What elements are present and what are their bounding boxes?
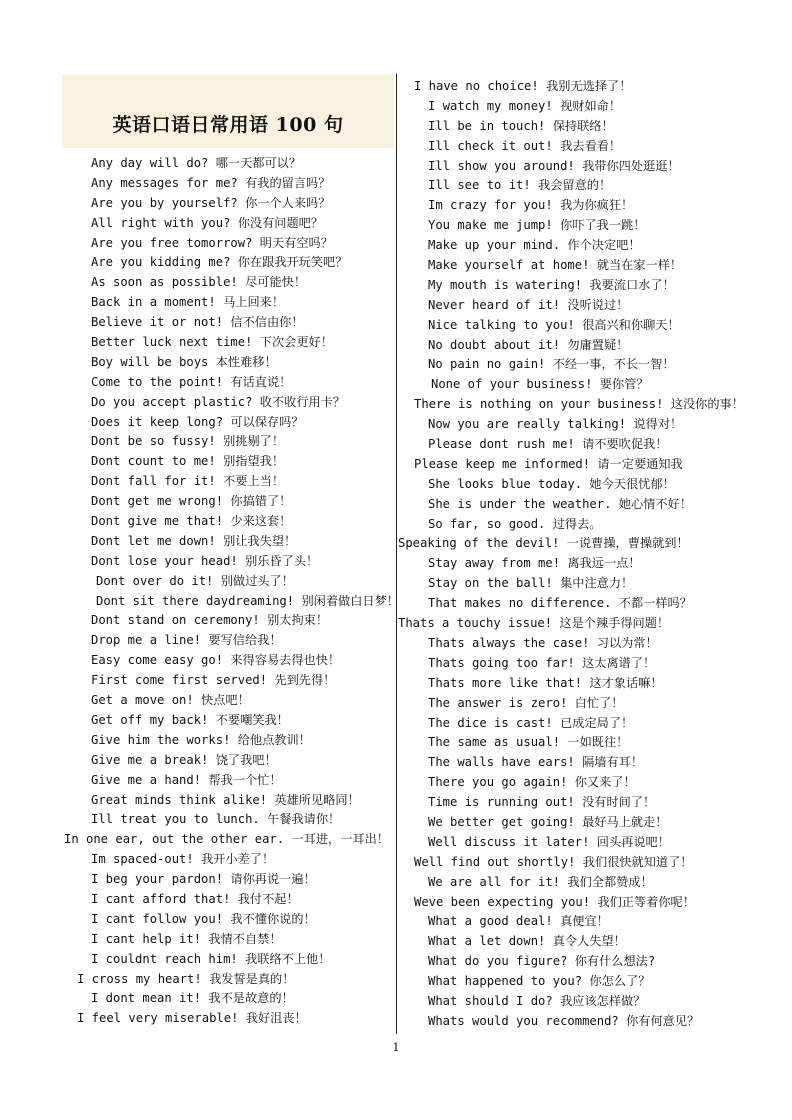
phrase-line: In one ear, out the other ear. 一耳进，一耳出！ [64, 832, 389, 847]
phrase-line: Drop me a line! 要写信给我！ [91, 633, 282, 648]
phrase-line: Stay on the ball! 集中注意力！ [428, 576, 634, 591]
phrase-line: Dont give me that! 少来这套！ [91, 514, 292, 529]
phrase-line: Im spaced-out! 我开小差了！ [91, 852, 275, 867]
right-column-phrase-list [398, 77, 792, 1032]
phrase-line: Weve been expecting you! 我们正等着你呢！ [414, 894, 695, 909]
phrase-line: I cant afford that! 我付不起！ [91, 891, 299, 906]
phrase-line: Any messages for me? 有我的留言吗？ [91, 175, 331, 190]
phrase-line: No pain no gain! 不经一事，不长一智！ [428, 357, 675, 372]
phrase-line: The same as usual! 一如既往！ [428, 735, 629, 750]
phrase-line: Dont lose your head! 别乐昏了头！ [91, 553, 319, 568]
phrase-line: I cant follow you! 我不懂你说的！ [91, 911, 316, 926]
phrase-line: I watch my money! 视财如命！ [428, 98, 622, 113]
phrase-line: There you go again! 你又来了！ [428, 775, 636, 790]
phrase-line: Never heard of it! 没听说过！ [428, 297, 629, 312]
phrase-line: Thats more like that! 这才象话嘛！ [428, 675, 663, 690]
phrase-line: Thats a touchy issue! 这是个辣手得问题！ [398, 616, 670, 631]
phrase-line: Please keep me informed! 请一定要通知我 [414, 456, 683, 471]
phrase-line: Time is running out! 没有时间了！ [428, 795, 656, 810]
phrase-line: We are all for it! 我们全都赞成！ [428, 874, 653, 889]
phrase-line: Speaking of the devil! 一说曹操，曹操就到！ [398, 536, 689, 551]
phrase-line: I have no choice! 我别无选择了！ [414, 79, 632, 93]
phrase-line: Back in a moment! 马上回来！ [91, 295, 285, 310]
phrase-line: As soon as possible! 尽可能快！ [91, 275, 307, 290]
phrase-line: I couldnt reach him! 我联络不上他！ [91, 951, 331, 966]
phrase-line: What happened to you? 你怎么了？ [428, 974, 651, 989]
phrase-line: My mouth is watering! 我要流口水了！ [428, 277, 675, 292]
phrase-line: Well discuss it later! 回头再说吧！ [428, 834, 670, 849]
phrase-line: She is under the weather. 她心情不好！ [428, 496, 692, 511]
phrase-line: I dont mean it! 我不是故意的！ [91, 991, 294, 1006]
phrase-line: Believe it or not! 信不信由你！ [91, 315, 304, 330]
phrase-line: Any day will do? 哪一天都可以？ [91, 156, 302, 170]
phrase-line: What a let down! 真令人失望！ [428, 934, 626, 949]
phrase-line: Stay away from me! 离我远一点！ [428, 556, 641, 571]
phrase-line: You make me jump! 你吓了我一跳！ [428, 218, 646, 233]
phrase-line: Get off my back! 不要嘲笑我！ [91, 712, 289, 727]
phrase-line: Better luck next time! 下次会更好！ [91, 335, 333, 350]
left-column-phrase-list [0, 154, 399, 1029]
phrase-line: Dont over do it! 别做过头了！ [96, 573, 294, 588]
phrase-line: She looks blue today. 她今天很忧郁！ [428, 476, 675, 491]
phrase-line: Dont count to me! 别指望我！ [91, 454, 285, 469]
phrase-line: Dont let me down! 别让我失望！ [91, 533, 297, 548]
phrase-line: Dont fall for it! 不要上当！ [91, 474, 285, 489]
title-banner [62, 74, 394, 148]
phrase-line: I cant help it! 我情不自禁！ [91, 931, 282, 946]
phrase-line: Are you free tomorrow? 明天有空吗？ [91, 235, 333, 250]
phrase-line: Do you accept plastic? 收不收行用卡？ [91, 394, 346, 409]
phrase-line: I beg your pardon! 请你再说一遍！ [91, 872, 316, 887]
phrase-line: Give me a hand! 帮我一个忙！ [91, 772, 282, 787]
phrase-line: Please dont rush me! 请不要吹促我！ [428, 437, 668, 452]
phrase-line: That makes no difference. 不都一样吗？ [428, 596, 692, 611]
phrase-line: Does it keep long? 可以保存吗？ [91, 414, 304, 429]
page-title: 英语口语日常用语 100 句 [112, 114, 344, 136]
phrase-line: Dont sit there daydreaming! 别闲着做白日梦！ [96, 593, 399, 608]
phrase-line: Im crazy for you! 我为你疯狂！ [428, 198, 634, 213]
phrase-line: None of your business! 要你管？ [431, 377, 649, 392]
phrase-line: Nice talking to you! 很高兴和你聊天！ [428, 317, 680, 332]
phrase-line: Ill check it out! 我去看看！ [428, 138, 622, 153]
phrase-line: Get a move on! 快点吧！ [91, 693, 250, 708]
phrase-line: Well find out shortly! 我们很快就知道了！ [414, 854, 693, 869]
phrase-line: No doubt about it! 勿庸置疑！ [428, 337, 629, 352]
phrase-line: Easy come easy go! 来得容易去得也快！ [91, 653, 341, 668]
phrase-line: So far, so good. 过得去。 [428, 516, 602, 531]
phrase-line: Great minds think alike! 英雄所见略同！ [91, 792, 360, 807]
phrase-line: Ill see to it! 我会留意的！ [428, 178, 612, 193]
phrase-line: Boy will be boys 本性难移！ [91, 354, 277, 369]
phrase-line: Are you kidding me? 你在跟我开玩笑吧？ [91, 255, 348, 270]
phrase-line: What a good deal! 真便宜！ [428, 914, 609, 929]
column-divider [396, 74, 397, 1034]
phrase-line: Make yourself at home! 就当在家一样！ [428, 258, 683, 273]
phrase-line: Now you are really talking! 说得对！ [428, 417, 683, 432]
phrase-line: Make up your mind. 作个决定吧！ [428, 238, 641, 253]
phrase-line: Whats would you recommend? 你有何意见？ [428, 1013, 700, 1028]
phrase-line: Come to the point! 有话直说！ [91, 374, 292, 389]
phrase-line: The dice is cast! 已成定局了！ [428, 715, 634, 730]
phrase-line: Ill be in touch! 保持联络！ [428, 118, 614, 133]
phrase-line: The walls have ears! 隔墙有耳！ [428, 755, 644, 770]
phrase-line: What should I do? 我应该怎样做？ [428, 993, 646, 1008]
phrase-line: We better get going! 最好马上就走！ [428, 814, 668, 829]
phrase-line: I feel very miserable! 我好沮丧！ [77, 1011, 307, 1026]
phrase-line: Give me a break! 饶了我吧！ [91, 752, 277, 767]
phrase-line: Ill show you around! 我带你四处逛逛！ [428, 158, 680, 173]
phrase-line: Dont stand on ceremony! 别太拘束！ [91, 613, 329, 628]
phrase-line: Thats going too far! 这太离谱了！ [428, 655, 656, 670]
phrase-line: All right with you? 你没有问题吧？ [91, 215, 324, 230]
phrase-line: Ill treat you to lunch. 午餐我请你！ [91, 812, 341, 827]
phrase-line: I cross my heart! 我发誓是真的！ [77, 971, 295, 986]
phrase-line: Dont be so fussy! 别挑剔了！ [91, 434, 285, 449]
phrase-line: Are you by yourself? 你一个人来吗？ [91, 195, 331, 210]
phrase-line: There is nothing on your business! 这没你的事！ [414, 397, 744, 412]
phrase-line: Dont get me wrong! 你搞错了！ [91, 494, 292, 509]
phrase-line: Thats always the case! 习以为常！ [428, 635, 658, 650]
phrase-line: First come first served! 先到先得！ [91, 673, 336, 688]
phrase-line: Give him the works! 给他点教训！ [91, 732, 311, 747]
phrase-line: The answer is zero! 白忙了！ [428, 695, 624, 710]
phrase-line: What do you figure? 你有什么想法? [428, 954, 656, 969]
page-number: 1 [392, 1041, 400, 1054]
